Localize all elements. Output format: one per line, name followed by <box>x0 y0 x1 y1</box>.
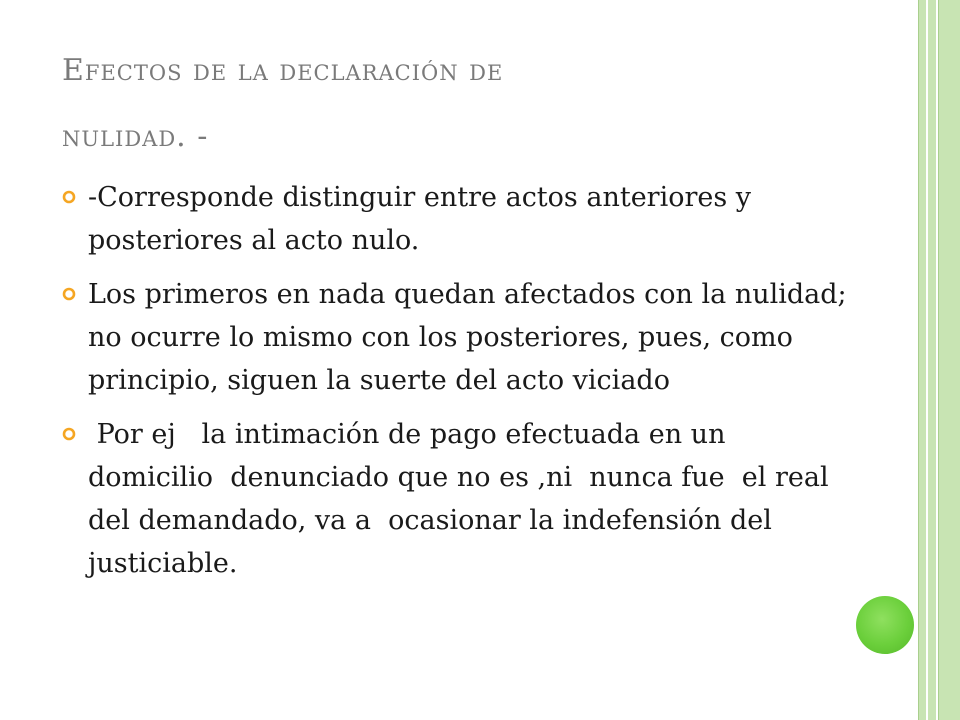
border-stripe <box>928 0 936 720</box>
border-line <box>938 0 939 720</box>
bullet-text: Los primeros en nada quedan afectados con la nulidad; no ocurre lo mismo con los posteriores, pues, como principio, siguen la suerte del acto viciado <box>88 279 856 396</box>
green-circle-decoration <box>856 596 914 654</box>
title-line-1: Efectos de la declaración de <box>62 53 504 88</box>
orange-ring-bullet-icon <box>62 427 76 441</box>
bullet-item <box>62 413 852 585</box>
orange-ring-bullet-icon <box>62 190 76 204</box>
bullet-text: Por ej la intimación de pago efectuada en un domicilio denunciado que no es ,ni nunca fue el real del demandado, va a ocasionar la indefensión del justiciable. <box>88 419 838 579</box>
border-stripe <box>918 0 926 720</box>
bullet-list <box>62 176 856 596</box>
bullet-text: -Corresponde distinguir entre actos anteriores y posteriores al acto nulo. <box>88 182 760 256</box>
title-line-2: nulidad. - <box>62 119 209 154</box>
bullet-item <box>62 273 856 402</box>
border-stripe <box>938 0 960 720</box>
bullet-item <box>62 176 852 262</box>
slide-title <box>62 38 862 170</box>
orange-ring-bullet-icon <box>62 287 76 301</box>
border-line <box>918 0 919 720</box>
